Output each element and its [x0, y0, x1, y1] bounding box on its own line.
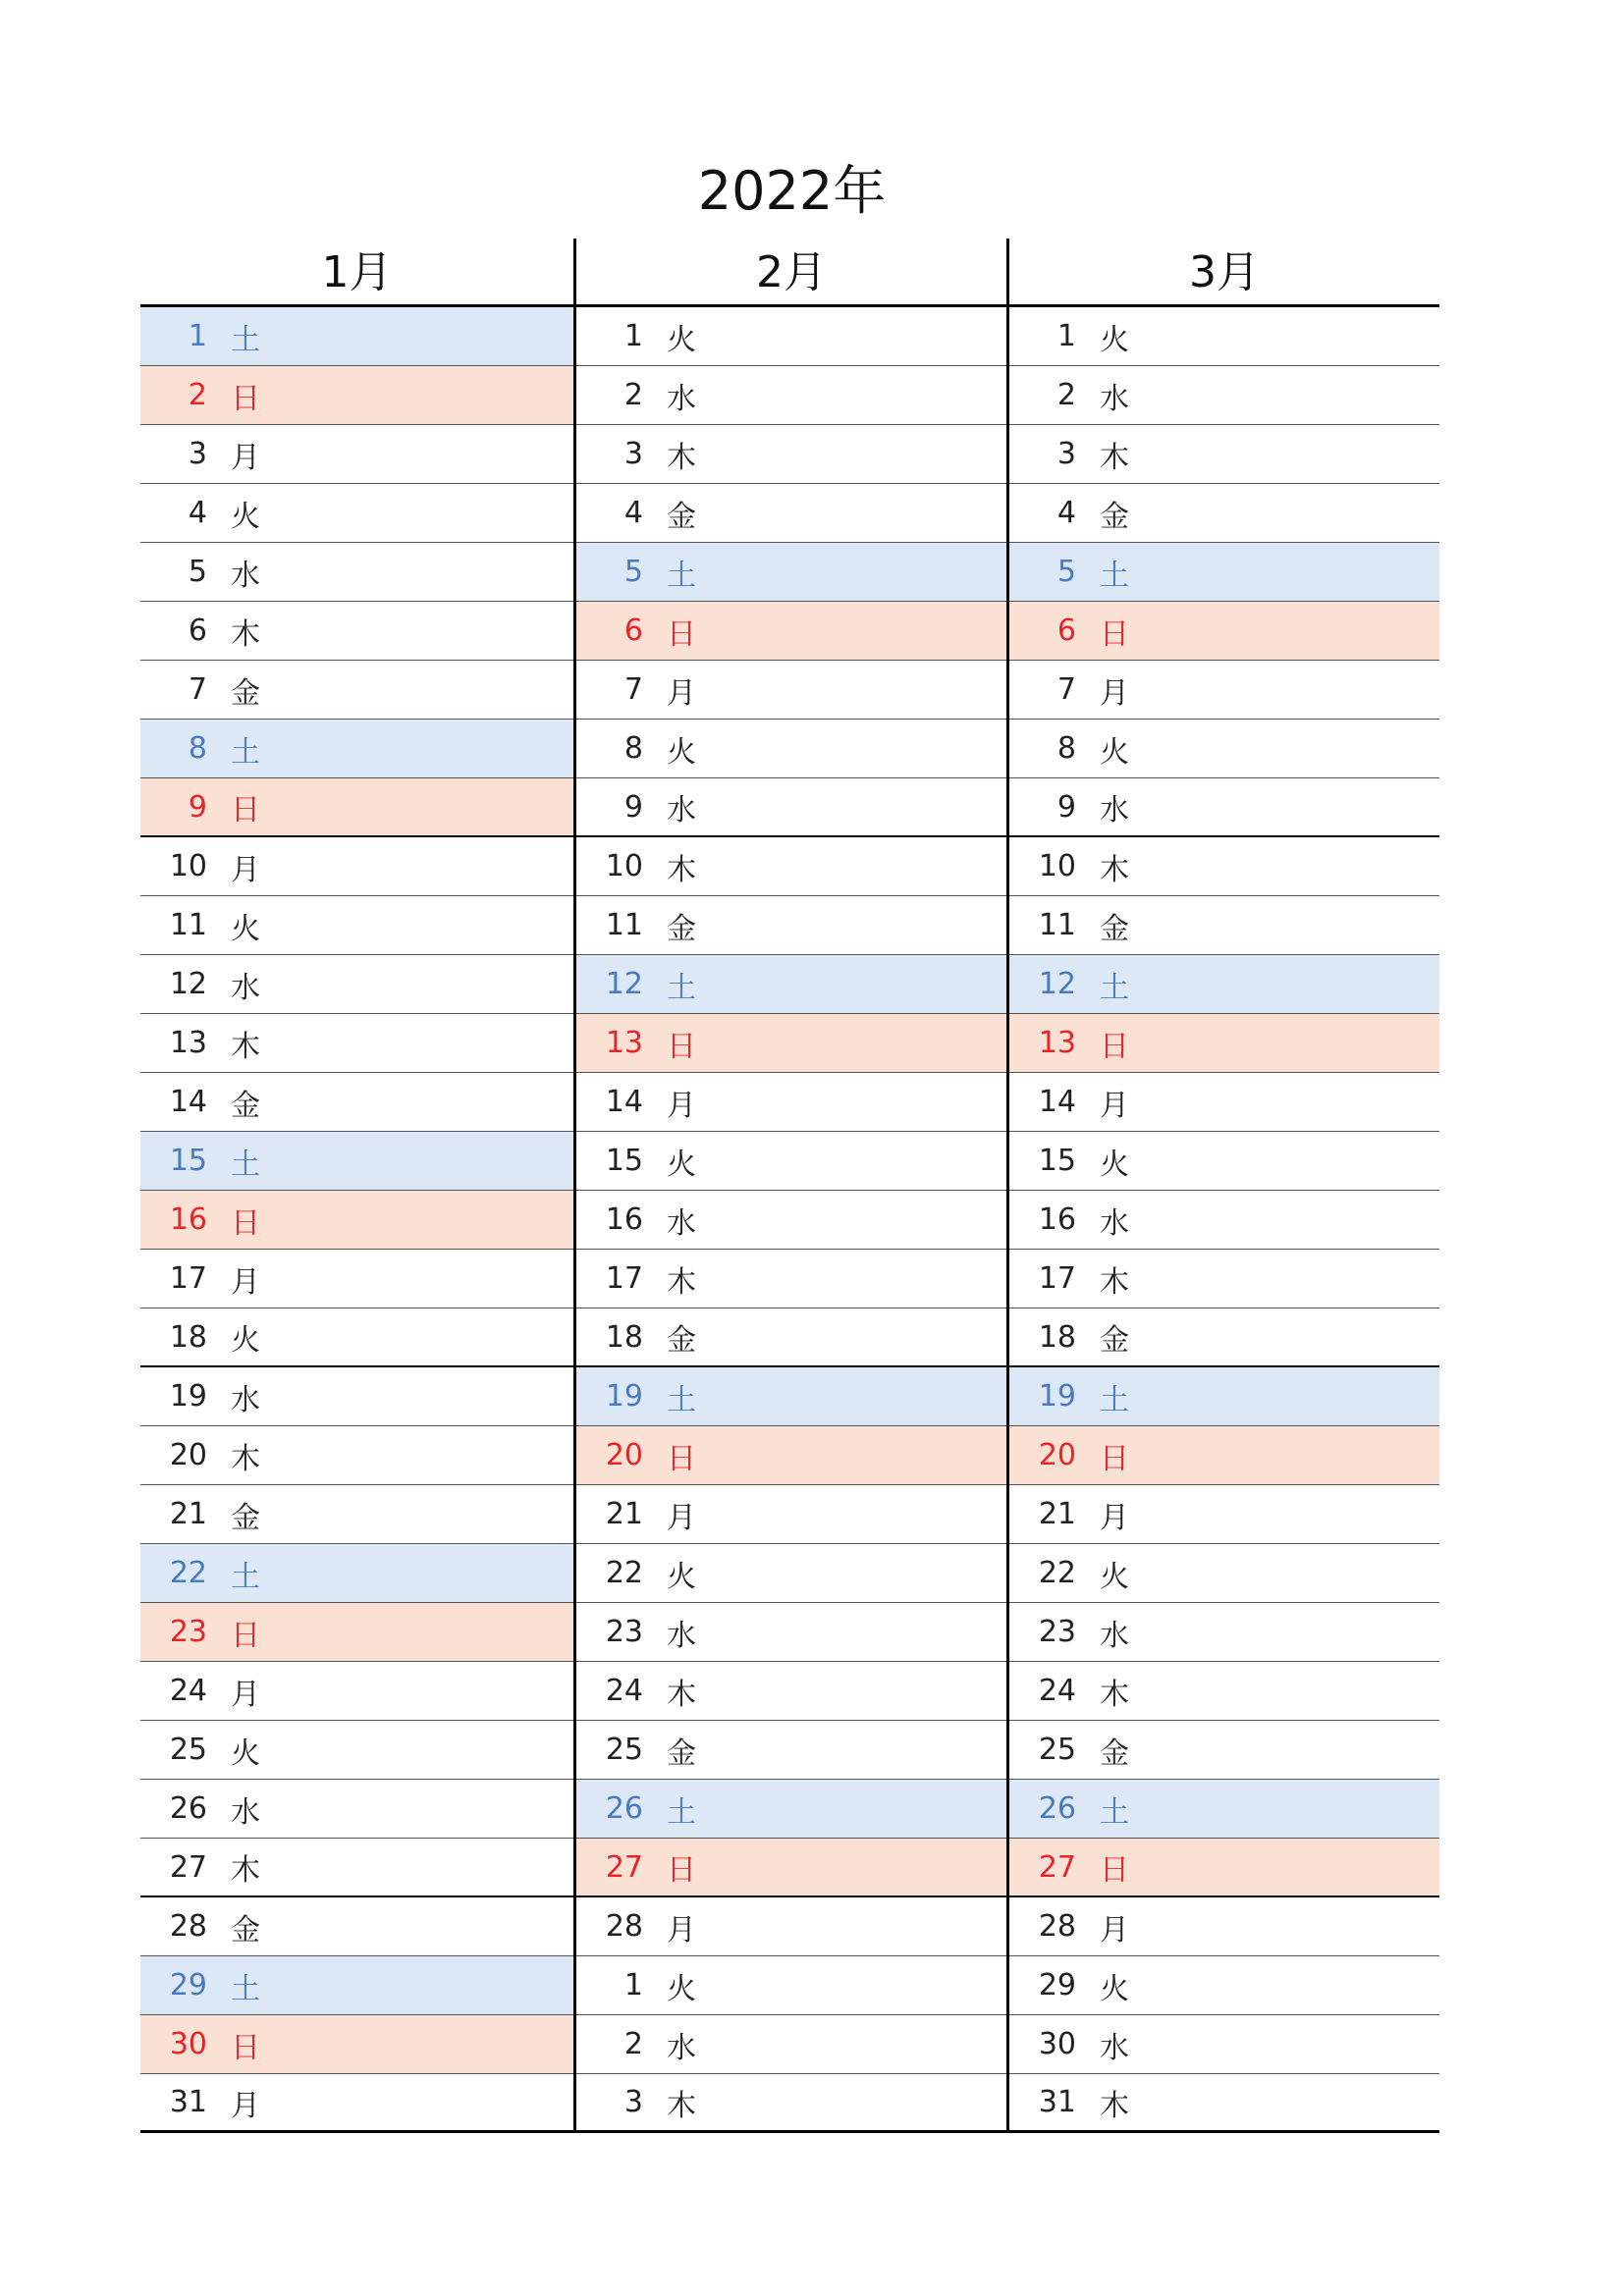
weekday-label: 金 — [1100, 911, 1129, 946]
day-number: 2 — [623, 2027, 643, 2061]
day-row — [576, 2074, 1006, 2133]
day-number: 9 — [623, 789, 643, 825]
day-row — [1009, 2074, 1439, 2133]
weekday-label: 土 — [1100, 1794, 1129, 1830]
day-row — [576, 602, 1006, 661]
weekday-label: 月 — [231, 1677, 260, 1712]
weekday-label: 日 — [1100, 1441, 1129, 1476]
day-row — [140, 1544, 573, 1603]
day-number: 27 — [169, 1849, 207, 1885]
day-list — [1009, 307, 1439, 2133]
day-row — [576, 1308, 1006, 1367]
day-number: 5 — [188, 555, 207, 589]
weekday-label: 月 — [667, 1500, 696, 1535]
weekday-label: 土 — [667, 1382, 696, 1417]
weekday-label: 火 — [667, 322, 696, 357]
day-number: 22 — [1038, 1556, 1076, 1590]
day-number: 20 — [605, 1438, 643, 1472]
day-row — [140, 1191, 573, 1250]
day-row — [576, 1367, 1006, 1426]
day-row — [576, 1544, 1006, 1603]
day-number: 3 — [623, 437, 643, 471]
day-row — [576, 837, 1006, 896]
day-number: 24 — [169, 1674, 207, 1708]
weekday-label: 金 — [667, 499, 696, 534]
weekday-label: 火 — [231, 911, 260, 946]
day-number: 16 — [169, 1202, 207, 1237]
day-number: 20 — [169, 1438, 207, 1472]
day-row — [1009, 837, 1439, 896]
weekday-label: 水 — [231, 1382, 260, 1417]
weekday-label: 金 — [667, 911, 696, 946]
weekday-label: 火 — [667, 1559, 696, 1594]
day-number: 9 — [1056, 789, 1076, 825]
day-row — [1009, 543, 1439, 602]
weekday-label: 水 — [667, 2030, 696, 2065]
day-row — [1009, 1132, 1439, 1191]
day-row — [1009, 307, 1439, 366]
weekday-label: 火 — [1100, 322, 1129, 357]
day-number: 13 — [605, 1026, 643, 1060]
weekday-label: 日 — [231, 2030, 260, 2065]
day-row — [140, 720, 573, 778]
day-row — [576, 1485, 1006, 1544]
day-number: 18 — [169, 1319, 207, 1355]
day-row — [1009, 1721, 1439, 1780]
day-row — [140, 1662, 573, 1721]
weekday-label: 土 — [231, 1147, 260, 1182]
day-number: 14 — [169, 1085, 207, 1119]
day-number: 30 — [1038, 2027, 1076, 2061]
day-number: 4 — [1056, 496, 1076, 530]
weekday-label: 月 — [667, 1912, 696, 1948]
weekday-label: 土 — [1100, 558, 1129, 593]
day-row — [1009, 1956, 1439, 2015]
day-number: 9 — [188, 789, 207, 825]
day-row — [576, 1662, 1006, 1721]
day-row — [1009, 1191, 1439, 1250]
day-row — [1009, 1839, 1439, 1897]
day-row — [1009, 1603, 1439, 1662]
day-number: 19 — [605, 1379, 643, 1414]
day-number: 15 — [1038, 1144, 1076, 1178]
day-row — [576, 1956, 1006, 2015]
day-list — [140, 307, 573, 2133]
weekday-label: 水 — [1100, 2030, 1129, 2065]
day-row — [140, 1250, 573, 1308]
month-column-1 — [140, 239, 573, 2133]
day-row — [1009, 484, 1439, 543]
weekday-label: 月 — [231, 2088, 260, 2123]
month-header: 1月 — [140, 239, 573, 307]
day-row — [576, 955, 1006, 1014]
day-number: 18 — [1038, 1319, 1076, 1355]
day-number: 29 — [1038, 1968, 1076, 2002]
day-list — [576, 307, 1006, 2133]
weekday-label: 水 — [1100, 381, 1129, 416]
day-row — [1009, 1544, 1439, 1603]
weekday-label: 土 — [667, 1794, 696, 1830]
day-number: 24 — [1038, 1674, 1076, 1708]
day-number: 21 — [1038, 1497, 1076, 1531]
day-row — [140, 366, 573, 425]
day-number: 15 — [605, 1144, 643, 1178]
day-row — [576, 1014, 1006, 1073]
weekday-label: 木 — [1100, 852, 1129, 887]
weekday-label: 木 — [231, 1029, 260, 1064]
weekday-label: 木 — [667, 1264, 696, 1300]
weekday-label: 日 — [1100, 616, 1129, 652]
weekday-label: 水 — [231, 1794, 260, 1830]
month-header: 3月 — [1009, 239, 1439, 307]
day-number: 6 — [1056, 614, 1076, 648]
weekday-label: 木 — [1100, 1677, 1129, 1712]
day-row — [140, 955, 573, 1014]
day-number: 8 — [188, 731, 207, 766]
weekday-label: 月 — [1100, 1912, 1129, 1948]
day-row — [576, 2015, 1006, 2074]
weekday-label: 水 — [667, 381, 696, 416]
weekday-label: 木 — [231, 616, 260, 652]
weekday-label: 金 — [1100, 1323, 1129, 1358]
day-number: 26 — [1038, 1791, 1076, 1826]
month-column-2 — [573, 239, 1006, 2133]
weekday-label: 日 — [231, 381, 260, 416]
weekday-label: 日 — [1100, 1853, 1129, 1888]
day-row — [140, 1426, 573, 1485]
day-number: 3 — [188, 437, 207, 471]
day-number: 23 — [1038, 1615, 1076, 1649]
month-header: 2月 — [576, 239, 1006, 307]
day-number: 2 — [188, 378, 207, 412]
day-row — [140, 602, 573, 661]
day-number: 22 — [169, 1556, 207, 1590]
day-row — [140, 2074, 573, 2133]
weekday-label: 土 — [667, 558, 696, 593]
weekday-label: 火 — [1100, 734, 1129, 770]
day-row — [576, 366, 1006, 425]
day-number: 30 — [169, 2027, 207, 2061]
weekday-label: 木 — [667, 440, 696, 475]
day-row — [1009, 1014, 1439, 1073]
day-row — [1009, 425, 1439, 484]
day-number: 28 — [605, 1909, 643, 1944]
weekday-label: 月 — [231, 852, 260, 887]
weekday-label: 水 — [231, 558, 260, 593]
day-number: 8 — [1056, 731, 1076, 766]
day-number: 10 — [169, 849, 207, 883]
day-number: 27 — [605, 1849, 643, 1885]
day-number: 20 — [1038, 1438, 1076, 1472]
weekday-label: 金 — [231, 1500, 260, 1535]
day-row — [576, 661, 1006, 720]
weekday-label: 月 — [667, 1088, 696, 1123]
day-number: 5 — [1056, 555, 1076, 589]
day-number: 7 — [188, 672, 207, 707]
day-number: 28 — [169, 1909, 207, 1944]
weekday-label: 水 — [667, 1205, 696, 1241]
day-row — [140, 1839, 573, 1897]
day-number: 2 — [1056, 378, 1076, 412]
day-row — [140, 1485, 573, 1544]
weekday-label: 火 — [667, 1971, 696, 2006]
weekday-label: 火 — [1100, 1971, 1129, 2006]
weekday-label: 土 — [231, 1559, 260, 1594]
day-row — [140, 425, 573, 484]
calendar-title: 2022年 — [697, 160, 887, 222]
day-number: 28 — [1038, 1909, 1076, 1944]
weekday-label: 水 — [1100, 1205, 1129, 1241]
weekday-label: 月 — [1100, 1088, 1129, 1123]
day-row — [576, 307, 1006, 366]
weekday-label: 月 — [667, 675, 696, 711]
weekday-label: 火 — [231, 499, 260, 534]
weekday-label: 木 — [1100, 2088, 1129, 2123]
day-number: 6 — [623, 614, 643, 648]
day-number: 16 — [1038, 1202, 1076, 1237]
day-row — [140, 1721, 573, 1780]
day-row — [576, 1839, 1006, 1897]
weekday-label: 日 — [231, 1205, 260, 1241]
day-row — [140, 837, 573, 896]
weekday-label: 日 — [667, 616, 696, 652]
day-number: 23 — [605, 1615, 643, 1649]
weekday-label: 日 — [1100, 1029, 1129, 1064]
weekday-label: 木 — [667, 2088, 696, 2123]
weekday-label: 日 — [667, 1441, 696, 1476]
day-row — [140, 307, 573, 366]
weekday-label: 水 — [231, 970, 260, 1005]
day-number: 12 — [1038, 967, 1076, 1001]
weekday-label: 木 — [1100, 440, 1129, 475]
day-number: 22 — [605, 1556, 643, 1590]
weekday-label: 金 — [231, 1088, 260, 1123]
day-row — [1009, 1367, 1439, 1426]
day-row — [1009, 602, 1439, 661]
day-number: 7 — [623, 672, 643, 707]
day-number: 8 — [623, 731, 643, 766]
day-number: 21 — [605, 1497, 643, 1531]
weekday-label: 日 — [231, 1618, 260, 1653]
day-row — [576, 778, 1006, 837]
weekday-label: 金 — [1100, 1735, 1129, 1771]
day-row — [140, 1132, 573, 1191]
day-number: 14 — [1038, 1085, 1076, 1119]
day-row — [1009, 661, 1439, 720]
weekday-label: 日 — [231, 793, 260, 828]
weekday-label: 日 — [667, 1029, 696, 1064]
day-number: 10 — [605, 849, 643, 883]
weekday-label: 火 — [667, 1147, 696, 1182]
day-number: 24 — [605, 1674, 643, 1708]
weekday-label: 金 — [1100, 499, 1129, 534]
weekday-label: 月 — [1100, 1500, 1129, 1535]
day-number: 13 — [1038, 1026, 1076, 1060]
day-number: 29 — [169, 1968, 207, 2002]
day-row — [576, 1426, 1006, 1485]
day-row — [576, 543, 1006, 602]
day-row — [1009, 1073, 1439, 1132]
day-number: 12 — [169, 967, 207, 1001]
day-number: 11 — [605, 908, 643, 942]
day-number: 4 — [623, 496, 643, 530]
day-row — [1009, 1250, 1439, 1308]
day-number: 12 — [605, 967, 643, 1001]
day-number: 13 — [169, 1026, 207, 1060]
weekday-label: 水 — [1100, 793, 1129, 828]
weekday-label: 火 — [667, 734, 696, 770]
day-row — [140, 778, 573, 837]
day-number: 23 — [169, 1615, 207, 1649]
day-number: 17 — [169, 1261, 207, 1296]
weekday-label: 月 — [1100, 675, 1129, 711]
day-row — [140, 1780, 573, 1839]
day-number: 10 — [1038, 849, 1076, 883]
day-number: 31 — [169, 2085, 207, 2119]
day-number: 17 — [605, 1261, 643, 1296]
weekday-label: 木 — [231, 1441, 260, 1476]
day-row — [576, 1191, 1006, 1250]
day-number: 5 — [623, 555, 643, 589]
weekday-label: 金 — [231, 1912, 260, 1948]
day-number: 11 — [169, 908, 207, 942]
day-row — [576, 484, 1006, 543]
day-row — [140, 1367, 573, 1426]
day-row — [576, 425, 1006, 484]
weekday-label: 土 — [231, 322, 260, 357]
day-number: 25 — [1038, 1733, 1076, 1767]
day-row — [1009, 1662, 1439, 1721]
day-row — [1009, 366, 1439, 425]
day-row — [1009, 1485, 1439, 1544]
day-row — [576, 1132, 1006, 1191]
day-row — [1009, 1426, 1439, 1485]
day-row — [140, 1897, 573, 1956]
day-row — [576, 896, 1006, 955]
day-row — [1009, 778, 1439, 837]
weekday-label: 木 — [667, 852, 696, 887]
weekday-label: 土 — [1100, 970, 1129, 1005]
weekday-label: 金 — [667, 1735, 696, 1771]
day-row — [1009, 1780, 1439, 1839]
day-number: 4 — [188, 496, 207, 530]
day-row — [576, 1721, 1006, 1780]
day-row — [576, 1780, 1006, 1839]
day-number: 1 — [623, 319, 643, 353]
day-row — [140, 661, 573, 720]
day-row — [1009, 1308, 1439, 1367]
weekday-label: 日 — [667, 1853, 696, 1888]
day-number: 1 — [623, 1968, 643, 2002]
weekday-label: 木 — [667, 1677, 696, 1712]
weekday-label: 金 — [667, 1323, 696, 1358]
weekday-label: 水 — [667, 793, 696, 828]
day-row — [576, 1897, 1006, 1956]
day-number: 7 — [1056, 672, 1076, 707]
weekday-label: 月 — [231, 440, 260, 475]
day-number: 16 — [605, 1202, 643, 1237]
weekday-label: 火 — [1100, 1559, 1129, 1594]
weekday-label: 月 — [231, 1264, 260, 1300]
day-number: 15 — [169, 1144, 207, 1178]
day-number: 21 — [169, 1497, 207, 1531]
day-row — [576, 1073, 1006, 1132]
day-row — [140, 1014, 573, 1073]
day-row — [140, 1603, 573, 1662]
day-number: 26 — [605, 1791, 643, 1826]
day-row — [140, 1073, 573, 1132]
day-number: 14 — [605, 1085, 643, 1119]
day-row — [1009, 896, 1439, 955]
day-row — [576, 720, 1006, 778]
day-row — [140, 896, 573, 955]
day-number: 25 — [605, 1733, 643, 1767]
day-number: 27 — [1038, 1849, 1076, 1885]
weekday-label: 火 — [1100, 1147, 1129, 1182]
weekday-label: 火 — [231, 1323, 260, 1358]
day-number: 1 — [1056, 319, 1076, 353]
weekday-label: 木 — [231, 1853, 260, 1888]
day-number: 25 — [169, 1733, 207, 1767]
day-number: 1 — [188, 319, 207, 353]
day-number: 19 — [169, 1379, 207, 1414]
day-row — [140, 543, 573, 602]
day-row — [1009, 2015, 1439, 2074]
weekday-label: 木 — [1100, 1264, 1129, 1300]
day-number: 3 — [1056, 437, 1076, 471]
day-row — [576, 1603, 1006, 1662]
day-number: 6 — [188, 614, 207, 648]
weekday-label: 金 — [231, 675, 260, 711]
weekday-label: 水 — [667, 1618, 696, 1653]
day-row — [140, 2015, 573, 2074]
weekday-label: 土 — [667, 970, 696, 1005]
month-column-3 — [1006, 239, 1439, 2133]
weekday-label: 水 — [1100, 1618, 1129, 1653]
weekday-label: 火 — [231, 1735, 260, 1771]
calendar-grid — [140, 239, 1439, 2133]
day-row — [140, 1956, 573, 2015]
day-number: 31 — [1038, 2085, 1076, 2119]
day-number: 26 — [169, 1791, 207, 1826]
day-number: 11 — [1038, 908, 1076, 942]
day-row — [1009, 720, 1439, 778]
weekday-label: 土 — [1100, 1382, 1129, 1417]
day-number: 3 — [623, 2085, 643, 2119]
day-row — [140, 1308, 573, 1367]
day-row — [140, 484, 573, 543]
day-row — [1009, 1897, 1439, 1956]
day-number: 17 — [1038, 1261, 1076, 1296]
day-number: 19 — [1038, 1379, 1076, 1414]
weekday-label: 土 — [231, 734, 260, 770]
day-number: 2 — [623, 378, 643, 412]
day-number: 18 — [605, 1319, 643, 1355]
weekday-label: 土 — [231, 1971, 260, 2006]
day-row — [576, 1250, 1006, 1308]
day-row — [1009, 955, 1439, 1014]
